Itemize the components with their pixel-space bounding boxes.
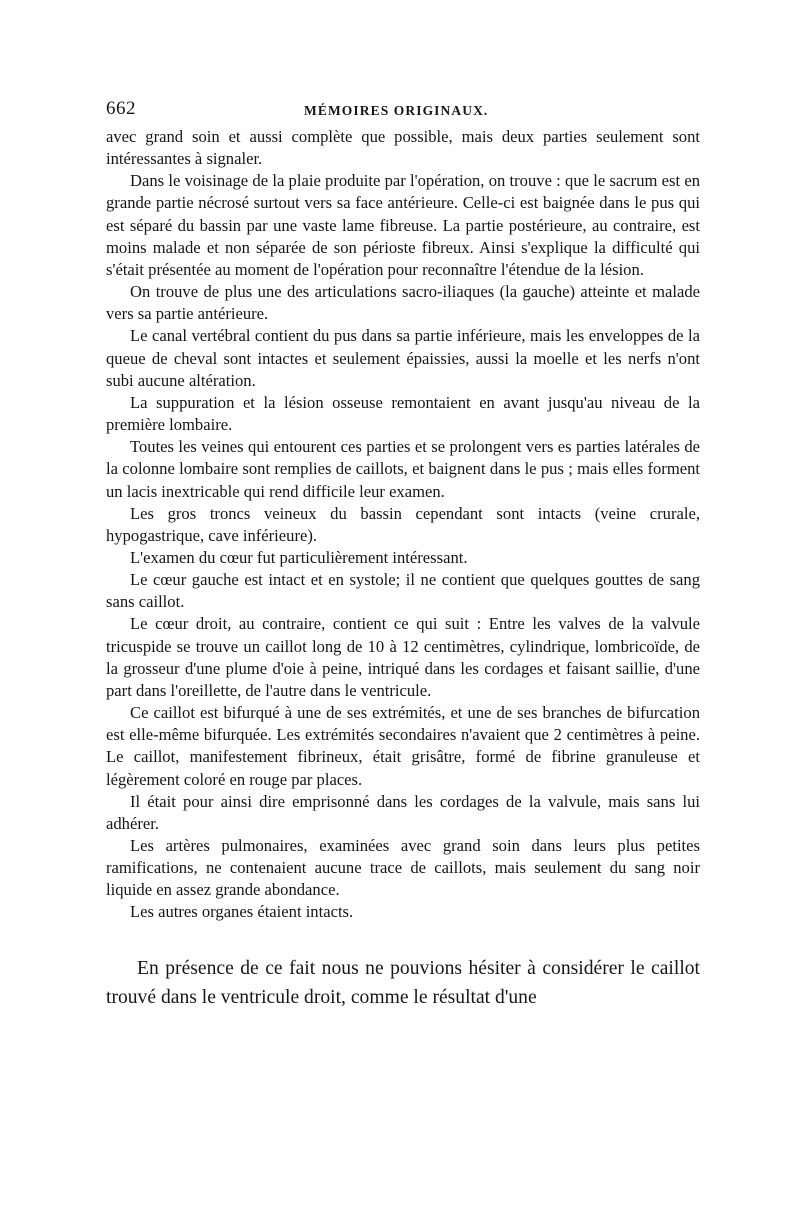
paragraph: Le canal vertébral contient du pus dans sa partie inférieure, mais les enveloppes de la queue de cheval sont intactes et seulement épaissies, aussi la moelle et les nerfs n'ont subi aucune altération. — [106, 326, 700, 390]
closing-paragraph: En présence de ce fait nous ne pouvions hésiter à considérer le caillot trouvé dans le ventricule droit, comme le résultat d'une — [106, 957, 700, 1008]
paragraph: Les gros troncs veineux du bassin cependant sont intacts (veine crurale, hypogastrique, cave inférieure). — [106, 503, 700, 545]
book-page — [106, 98, 700, 1012]
running-title: MÉMOIRES ORIGINAUX. — [304, 103, 489, 118]
paragraph: Dans le voisinage de la plaie produite par l'opération, on trouve : que le sacrum est en grande partie nécrosé surtout vers sa face antérieure. Celle-ci est baignée dans le pus qui est séparé du bassin par une vaste lame fibreuse. La partie postérieure, au contraire, est moins malade et non séparée de son périoste fibreux. Ainsi s'explique la difficulté qui s'était présentée au moment de l'opération pour reconnaître l'étendue de la lésion. — [106, 171, 700, 279]
paragraph: Il était pour ainsi dire emprisonné dans les cordages de la valvule, mais sans lui adhérer. — [106, 791, 700, 833]
body-text — [106, 126, 700, 924]
paragraph: Les autres organes étaient intacts. — [130, 902, 354, 922]
paragraph: Le cœur gauche est intact et en systole; il ne contient que quelques gouttes de sang sans caillot. — [106, 570, 700, 612]
paragraph: La suppuration et la lésion osseuse remontaient en avant jusqu'au niveau de la première lombaire. — [106, 392, 700, 435]
paragraph: Ce caillot est bifurqué à une de ses extrémités, et une de ses branches de bifurcation est elle-même bifurquée. Les extrémités secondaires n'avaient que 2 centimètres à peine. Le caillot, manifestement fibrineux, était grisâtre, formé de fibrine granuleuse et légèrement coloré en rouge par places. — [106, 703, 700, 789]
paragraph: Toutes les veines qui entourent ces parties et se prolongent vers es parties latérales de la colonne lombaire sont remplies de caillots, et baignent dans le pus ; mais elles forment un lacis inextricable qui rend difficile leur examen. — [106, 437, 700, 501]
paragraph: Le cœur droit, au contraire, contient ce qui suit : Entre les valves de la valvule tricuspide se trouve un caillot long de 10 à 12 centimètres, cylindrique, lombricoïde, de la grosseur d'une plume d'oie à peine, intriqué dans les cordages et faisant saillie, d'une part dans l'oreillette, de l'autre dans le ventricule. — [106, 614, 700, 700]
page-header — [106, 98, 700, 126]
paragraph: Les artères pulmonaires, examinées avec grand soin dans leurs plus petites ramifications, ne contenaient aucune trace de caillots, mais seulement du sang noir liquide en assez grande abondance. — [106, 836, 700, 900]
paragraph: On trouve de plus une des articulations sacro-iliaques (la gauche) atteinte et malade vers sa partie antérieure. — [106, 282, 700, 324]
closing-text — [106, 954, 700, 1012]
page-number: 662 — [106, 98, 136, 119]
paragraph: avec grand soin et aussi complète que possible, mais deux parties seulement sont intéressantes à signaler. — [106, 127, 700, 169]
paragraph: L'examen du cœur fut particulièrement intéressant. — [130, 547, 468, 567]
